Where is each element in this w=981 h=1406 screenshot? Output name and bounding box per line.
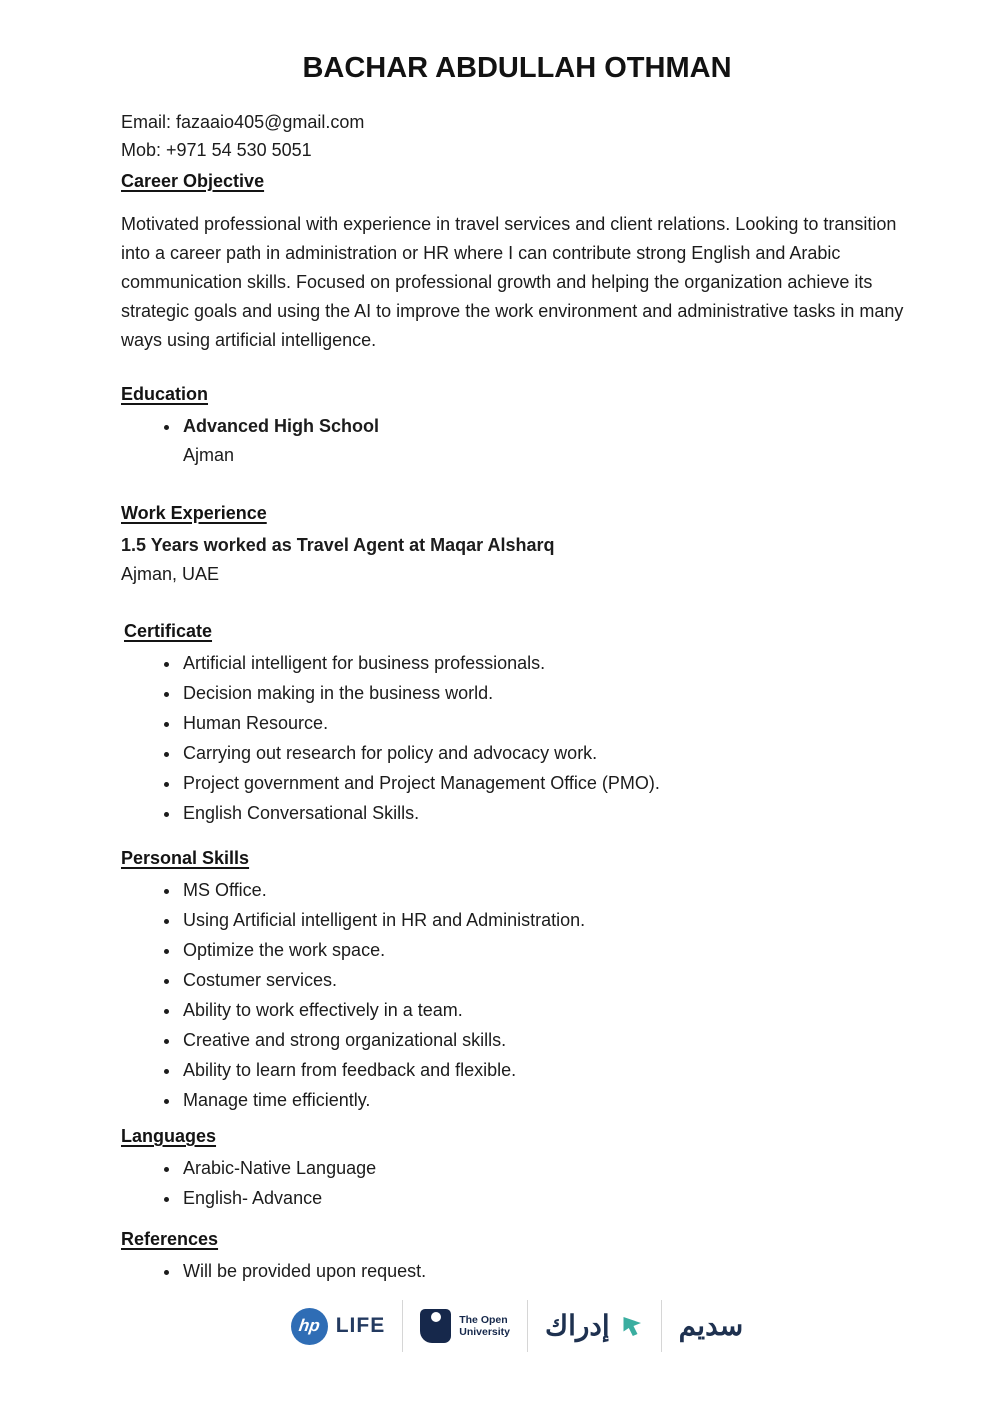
work-role: 1.5 Years worked as Travel Agent at Maqar Alsharq xyxy=(121,535,555,555)
personal-skills-heading: Personal Skills xyxy=(121,848,250,868)
open-university-logo xyxy=(420,1309,510,1343)
list-item: • Project government and Project Management Office (PMO). xyxy=(181,768,913,798)
contact-mobile: Mob: +971 54 530 5051 xyxy=(121,140,312,160)
hp-life-logo xyxy=(291,1308,386,1345)
education-heading: Education xyxy=(121,384,209,404)
edraak-label: إدراك xyxy=(545,1310,610,1341)
list-item: • Human Resource. xyxy=(181,708,913,738)
open-university-label-line2: University xyxy=(459,1326,511,1338)
open-university-shield-icon xyxy=(420,1309,451,1343)
languages-heading: Languages xyxy=(121,1126,217,1146)
personal-skills-list xyxy=(121,875,913,1115)
page-title: BACHAR ABDULLAH OTHMAN xyxy=(302,52,732,84)
list-item: • Manage time efficiently. xyxy=(181,1085,913,1115)
list-item: • MS Office. xyxy=(181,875,913,905)
list-item: • Using Artificial intelligent in HR and Administration. xyxy=(181,905,913,935)
list-item: • Carrying out research for policy and advocacy work. xyxy=(181,738,913,768)
footer-logos xyxy=(121,1300,913,1352)
sadeem-logo xyxy=(679,1309,744,1343)
career-objective-text: Motivated professional with experience in travel services and client relations. Looking to transition into a career path in administration or HR where I can contribute strong English and Arabic communication skills. Focused on professional growth and helping the organization achieve its strategic goals and using the AI to improve the work environment and administrative tasks in many ways using artificial intelligence. xyxy=(121,214,904,350)
education-location: Ajman xyxy=(183,445,235,465)
list-item: • Artificial intelligent for business professionals. xyxy=(181,648,913,678)
hp-mark: hp xyxy=(297,1316,322,1335)
footer-divider xyxy=(402,1300,403,1352)
contact-email: Email: fazaaio405@gmail.com xyxy=(121,112,365,132)
hp-logo-icon xyxy=(291,1308,328,1345)
languages-list xyxy=(121,1153,913,1213)
list-item: • Will be provided upon request. xyxy=(181,1256,913,1286)
footer-divider xyxy=(527,1300,528,1352)
references-heading: References xyxy=(121,1229,219,1249)
sadeem-label: سديم xyxy=(678,1310,744,1341)
list-item: • Arabic-Native Language xyxy=(181,1153,913,1183)
list-item: • Creative and strong organizational skills. xyxy=(181,1025,913,1055)
list-item: • Ability to learn from feedback and flexible. xyxy=(181,1055,913,1085)
education-list xyxy=(121,411,913,470)
certificate-heading: Certificate xyxy=(124,621,213,641)
list-item: • Decision making in the business world. xyxy=(181,678,913,708)
contact-block xyxy=(121,108,913,164)
list-item: • Ability to work effectively in a team. xyxy=(181,995,913,1025)
list-item: • Costumer services. xyxy=(181,965,913,995)
work-location: Ajman, UAE xyxy=(121,564,220,584)
list-item xyxy=(181,411,913,470)
open-university-label-line1: The Open xyxy=(459,1314,508,1326)
open-university-label xyxy=(459,1314,510,1338)
edraak-arrow-icon xyxy=(620,1314,644,1338)
list-item: • Optimize the work space. xyxy=(181,935,913,965)
education-school: • Advanced High School xyxy=(183,416,380,436)
edraak-logo xyxy=(545,1309,644,1343)
list-item: • English- Advance xyxy=(181,1183,913,1213)
list-item: • English Conversational Skills. xyxy=(181,798,913,828)
references-list xyxy=(121,1256,913,1286)
open-university-o-icon xyxy=(431,1312,441,1322)
career-objective-heading: Career Objective xyxy=(121,171,265,191)
hp-life-label: LIFE xyxy=(335,1314,386,1337)
certificate-list xyxy=(121,648,913,828)
work-experience-heading: Work Experience xyxy=(121,503,267,523)
footer-divider xyxy=(661,1300,662,1352)
